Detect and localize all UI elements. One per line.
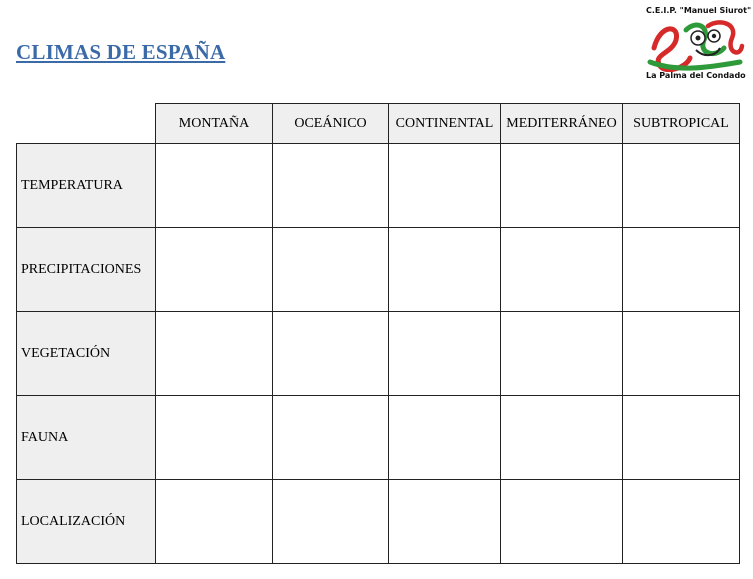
table-cell[interactable] xyxy=(389,144,501,228)
table-cell[interactable] xyxy=(389,396,501,480)
table-cell[interactable] xyxy=(156,144,273,228)
column-header-subtropical: SUBTROPICAL xyxy=(623,104,740,144)
table-cell[interactable] xyxy=(156,312,273,396)
table-cell[interactable] xyxy=(501,312,623,396)
table-row xyxy=(17,144,740,228)
row-header-vegetacion: VEGETACIÓN xyxy=(17,312,156,396)
logo-school-name: C.E.I.P. "Manuel Siurot" xyxy=(646,6,752,15)
siurot-mascot-icon xyxy=(646,18,746,72)
table-cell[interactable] xyxy=(623,144,740,228)
page-title: CLIMAS DE ESPAÑA xyxy=(16,40,226,64)
table-cell[interactable] xyxy=(273,228,389,312)
table-cell[interactable] xyxy=(273,144,389,228)
climate-table xyxy=(16,103,740,564)
row-header-precipitaciones: PRECIPITACIONES xyxy=(17,228,156,312)
table-cell[interactable] xyxy=(389,312,501,396)
row-header-temperatura: TEMPERATURA xyxy=(17,144,156,228)
table-cell[interactable] xyxy=(273,396,389,480)
table-cell[interactable] xyxy=(623,312,740,396)
column-header-montana: MONTAÑA xyxy=(156,104,273,144)
table-cell[interactable] xyxy=(501,480,623,564)
table-cell[interactable] xyxy=(389,228,501,312)
table-row xyxy=(17,396,740,480)
table-cell[interactable] xyxy=(623,396,740,480)
table-row xyxy=(17,480,740,564)
column-header-mediterraneo: MEDITERRÁNEO xyxy=(501,104,623,144)
table-row xyxy=(17,312,740,396)
table-cell[interactable] xyxy=(156,396,273,480)
table-cell[interactable] xyxy=(273,312,389,396)
table-corner xyxy=(17,104,156,144)
row-header-fauna: FAUNA xyxy=(17,396,156,480)
table-cell[interactable] xyxy=(501,144,623,228)
table-cell[interactable] xyxy=(501,228,623,312)
column-header-oceanico: OCEÁNICO xyxy=(273,104,389,144)
table-cell[interactable] xyxy=(156,228,273,312)
table-cell[interactable] xyxy=(156,480,273,564)
table-cell[interactable] xyxy=(389,480,501,564)
table-header-row xyxy=(17,104,740,144)
school-logo xyxy=(640,6,752,82)
logo-town-name: La Palma del Condado xyxy=(646,71,746,80)
table-row xyxy=(17,228,740,312)
table-cell[interactable] xyxy=(623,480,740,564)
column-header-continental: CONTINENTAL xyxy=(389,104,501,144)
table-cell[interactable] xyxy=(623,228,740,312)
table-cell[interactable] xyxy=(273,480,389,564)
row-header-localizacion: LOCALIZACIÓN xyxy=(17,480,156,564)
table-cell[interactable] xyxy=(501,396,623,480)
